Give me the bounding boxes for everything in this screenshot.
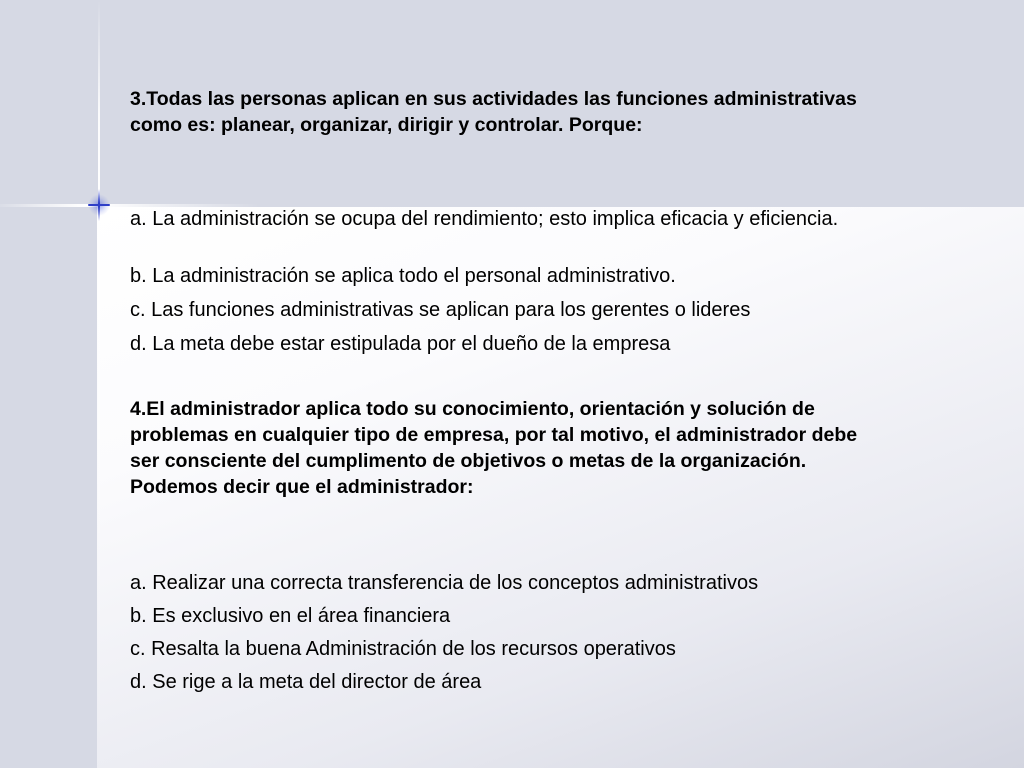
question-3: 3.Todas las personas aplican en sus actividades las funciones administrativas como es: planear, organizar, dirigir y controlar. Porque: xyxy=(130,88,857,136)
question-4-option-c: c. Resalta la buena Administración de los recursos operativos xyxy=(130,638,676,660)
sparkle-vertical-line xyxy=(98,0,100,768)
question-4-option-a: a. Realizar una correcta transferencia de los conceptos administrativos xyxy=(130,572,759,594)
question-4-option-d: d. Se rige a la meta del director de área xyxy=(130,671,482,693)
question-4: 4.El administrador aplica todo su conocimiento, orientación y solución de problemas en cualquier tipo de empresa, por tal motivo, el administrador debe ser consciente del cumplimento de objetivos o metas de la organización. Podemos decir que el administrador: xyxy=(130,398,858,498)
question-3-option-c: c. Las funciones administrativas se aplican para los gerentes o lideres xyxy=(130,299,751,321)
left-band xyxy=(0,207,97,768)
question-3-option-b: b. La administración se aplica todo el personal administrativo. xyxy=(130,265,676,287)
question-4-option-b: b. Es exclusivo en el área financiera xyxy=(130,605,451,627)
question-3-option-d: d. La meta debe estar estipulada por el dueño de la empresa xyxy=(130,333,671,355)
question-3-option-a: a. La administración se ocupa del rendimiento; esto implica eficacia y eficiencia. xyxy=(130,208,839,230)
